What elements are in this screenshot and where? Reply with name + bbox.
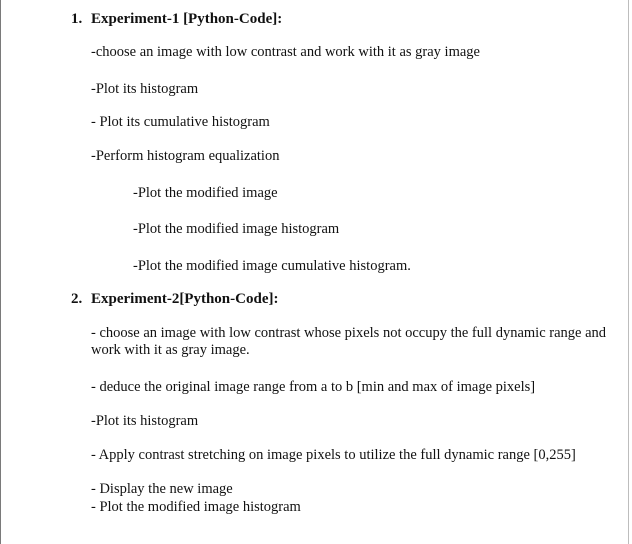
section-2-item-plot-histogram: -Plot its histogram bbox=[91, 413, 199, 429]
page-right-border bbox=[628, 0, 629, 544]
section-1-title: Experiment-1 [Python-Code]: bbox=[91, 11, 283, 27]
section-1-subitem-modified-image: -Plot the modified image bbox=[133, 185, 278, 201]
section-2-number: 2. bbox=[71, 291, 83, 307]
section-2-heading bbox=[71, 291, 278, 308]
page-left-border bbox=[0, 0, 1, 544]
section-1-item-equalization: -Perform histogram equalization bbox=[91, 148, 280, 164]
section-2-title: Experiment-2[Python-Code]: bbox=[91, 291, 279, 307]
section-2-item-choose-image: - choose an image with low contrast whose pixels not occupy the full dynamic range and work with it as gray image. bbox=[91, 325, 607, 358]
section-1-subitem-modified-histogram: -Plot the modified image histogram bbox=[133, 221, 340, 237]
section-1-item-plot-histogram: -Plot its histogram bbox=[91, 81, 199, 97]
section-1-number: 1. bbox=[71, 11, 83, 27]
section-1-item-choose-image: -choose an image with low contrast and work with it as gray image bbox=[91, 44, 480, 60]
section-1-subitem-modified-cumulative: -Plot the modified image cumulative histogram. bbox=[133, 258, 411, 274]
section-2-item-contrast-stretching: - Apply contrast stretching on image pixels to utilize the full dynamic range [0,255] bbox=[91, 447, 576, 463]
section-2-item-deduce-range: - deduce the original image range from a to b [min and max of image pixels] bbox=[91, 379, 536, 395]
section-1-heading bbox=[71, 11, 282, 28]
section-1-item-cumulative-histogram: - Plot its cumulative histogram bbox=[91, 114, 270, 130]
section-2-item-display-image: - Display the new image bbox=[91, 481, 233, 497]
section-2-item-modified-histogram: - Plot the modified image histogram bbox=[91, 499, 301, 515]
